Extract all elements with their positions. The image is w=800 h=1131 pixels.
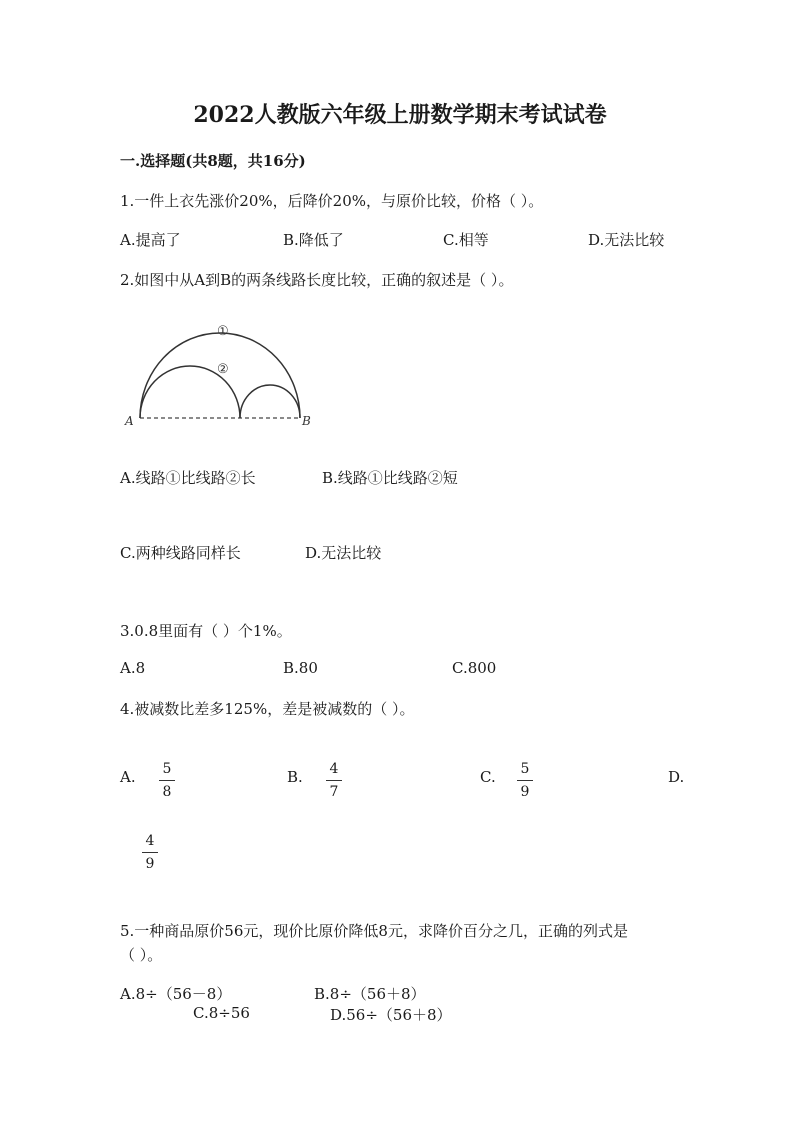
- q5-option-b[interactable]: B.8÷（56＋8）: [314, 985, 426, 1003]
- question-5-line-1: 5.一种商品原价56元，现价比原价降低8元，求降价百分之几，正确的列式是: [120, 922, 628, 940]
- section-heading: 一.选择题(共8题，共16分): [120, 152, 306, 170]
- q4-option-c-fraction[interactable]: [515, 760, 535, 801]
- route-2-label: ②: [217, 362, 229, 377]
- q5-option-c[interactable]: C.8÷56: [193, 1004, 250, 1022]
- q5-option-a[interactable]: A.8÷（56－8）: [120, 985, 232, 1003]
- q2-option-a[interactable]: A.线路①比线路②长: [120, 469, 256, 487]
- fraction-bar: [142, 852, 158, 853]
- fraction-bar: [517, 780, 533, 781]
- question-1: 1.一件上衣先涨价20%，后降价20%，与原价比较，价格（ ）。: [120, 192, 544, 210]
- q5-option-d[interactable]: D.56÷（56＋8）: [330, 1006, 452, 1024]
- fraction-numerator: 4: [329, 761, 339, 777]
- fraction-denominator: 8: [162, 784, 172, 800]
- q1-option-b[interactable]: B.降低了: [283, 231, 344, 249]
- route-diagram: [115, 315, 325, 435]
- q1-option-a[interactable]: A.提高了: [120, 231, 181, 249]
- q4-option-b-fraction[interactable]: [324, 760, 344, 801]
- q1-option-d[interactable]: D.无法比较: [588, 231, 665, 249]
- route-1-label: ①: [217, 324, 229, 339]
- fraction-numerator: 5: [162, 761, 172, 777]
- point-a-label: A: [125, 414, 134, 428]
- question-3: 3.0.8里面有（ ）个1%。: [120, 622, 292, 640]
- fraction-numerator: 5: [520, 761, 530, 777]
- q4-option-a-label[interactable]: A.: [120, 768, 136, 786]
- q4-option-d-label[interactable]: D.: [668, 768, 685, 786]
- q3-option-a[interactable]: A.8: [120, 659, 146, 677]
- q4-option-c-label[interactable]: C.: [480, 768, 496, 786]
- point-b-label: B: [302, 414, 311, 428]
- q3-option-b[interactable]: B.80: [283, 659, 318, 677]
- fraction-bar: [159, 780, 175, 781]
- q3-option-c[interactable]: C.800: [452, 659, 497, 677]
- fraction-denominator: 7: [329, 784, 339, 800]
- question-2: 2.如图中从A到B的两条线路长度比较，正确的叙述是（ ）。: [120, 271, 514, 289]
- fraction-denominator: 9: [520, 784, 530, 800]
- q4-option-b-label[interactable]: B.: [287, 768, 303, 786]
- q4-option-a-fraction[interactable]: [157, 760, 177, 801]
- question-5-line-2: （ ）。: [120, 946, 163, 964]
- q2-option-d[interactable]: D.无法比较: [305, 544, 382, 562]
- q1-option-c[interactable]: C.相等: [443, 231, 489, 249]
- route-2-arc-small: [240, 385, 300, 418]
- q2-option-b[interactable]: B.线路①比线路②短: [322, 469, 458, 487]
- fraction-denominator: 9: [145, 856, 155, 872]
- fraction-bar: [326, 780, 342, 781]
- fraction-numerator: 4: [145, 833, 155, 849]
- q2-option-c[interactable]: C.两种线路同样长: [120, 544, 241, 562]
- question-4: 4.被减数比差多125%，差是被减数的（ ）。: [120, 700, 415, 718]
- q4-option-d-fraction[interactable]: [140, 832, 160, 873]
- page-title: 2022人教版六年级上册数学期末考试试卷: [193, 102, 607, 128]
